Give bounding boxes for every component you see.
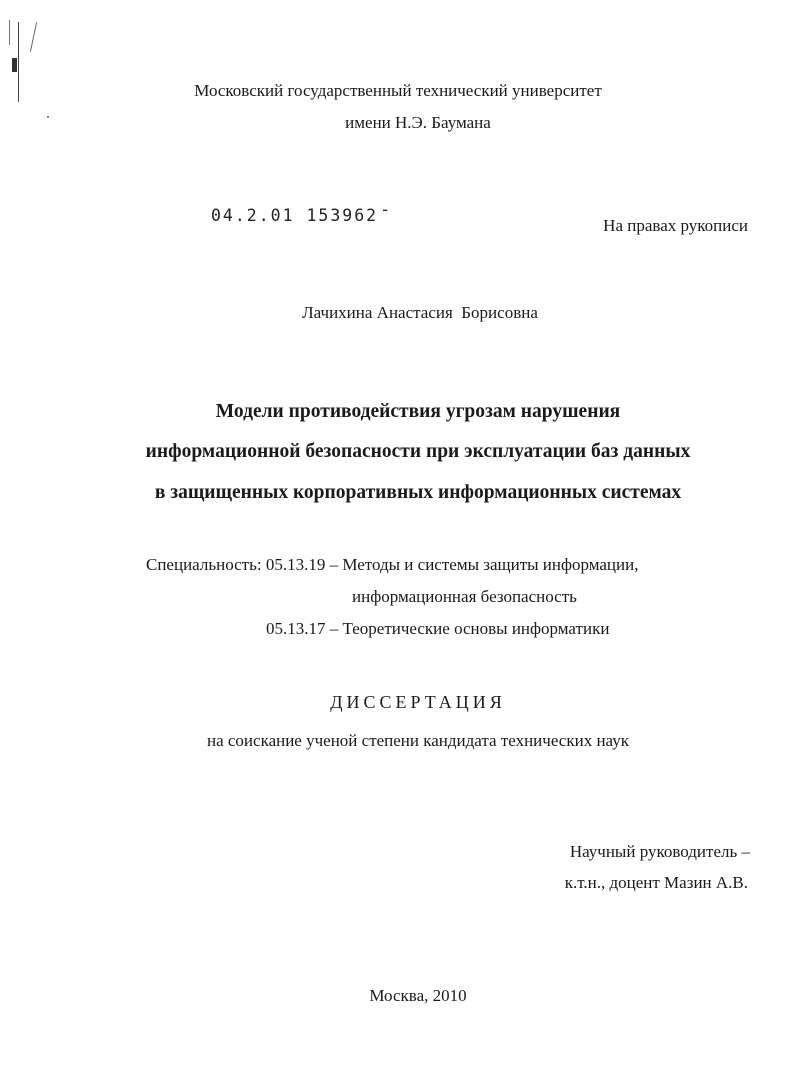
scan-mark [12, 58, 17, 72]
city-year: Москва, 2010 [369, 986, 467, 1005]
stamp-number: 04.2.01 153962 [211, 206, 379, 225]
supervisor-name: к.т.н., доцент Мазин А.В. [564, 873, 748, 892]
author-name: Лачихина Анастасия Борисовна [302, 303, 538, 322]
rights-notice: На правах рукописи [603, 216, 748, 235]
specialty-line3: 05.13.17 – Теоретические основы информатики [266, 619, 610, 638]
registration-stamp [211, 200, 393, 226]
document-type-heading: ДИССЕРТАЦИЯ [330, 692, 506, 712]
degree-subtitle: на соискание ученой степени кандидата технических наук [206, 731, 629, 750]
thesis-title-line2: информационной безопасности при эксплуатации баз данных [145, 441, 691, 462]
scan-mark [9, 20, 10, 45]
scan-mark [30, 22, 37, 52]
supervisor-label: Научный руководитель – [569, 842, 750, 861]
stamp-mark: - [380, 200, 393, 219]
thesis-title-line1: Модели противодействия угрозам нарушения [215, 401, 621, 422]
university-name-suffix: имени Н.Э. Баумана [345, 113, 491, 132]
university-name: Московский государственный технический университет [194, 81, 602, 100]
specialty-line1: Специальность: 05.13.19 – Методы и системы защиты информации, [146, 555, 639, 574]
thesis-title-line3: в защищенных корпоративных информационных системах [154, 482, 682, 503]
specialty-line2: информационная безопасность [352, 587, 577, 606]
